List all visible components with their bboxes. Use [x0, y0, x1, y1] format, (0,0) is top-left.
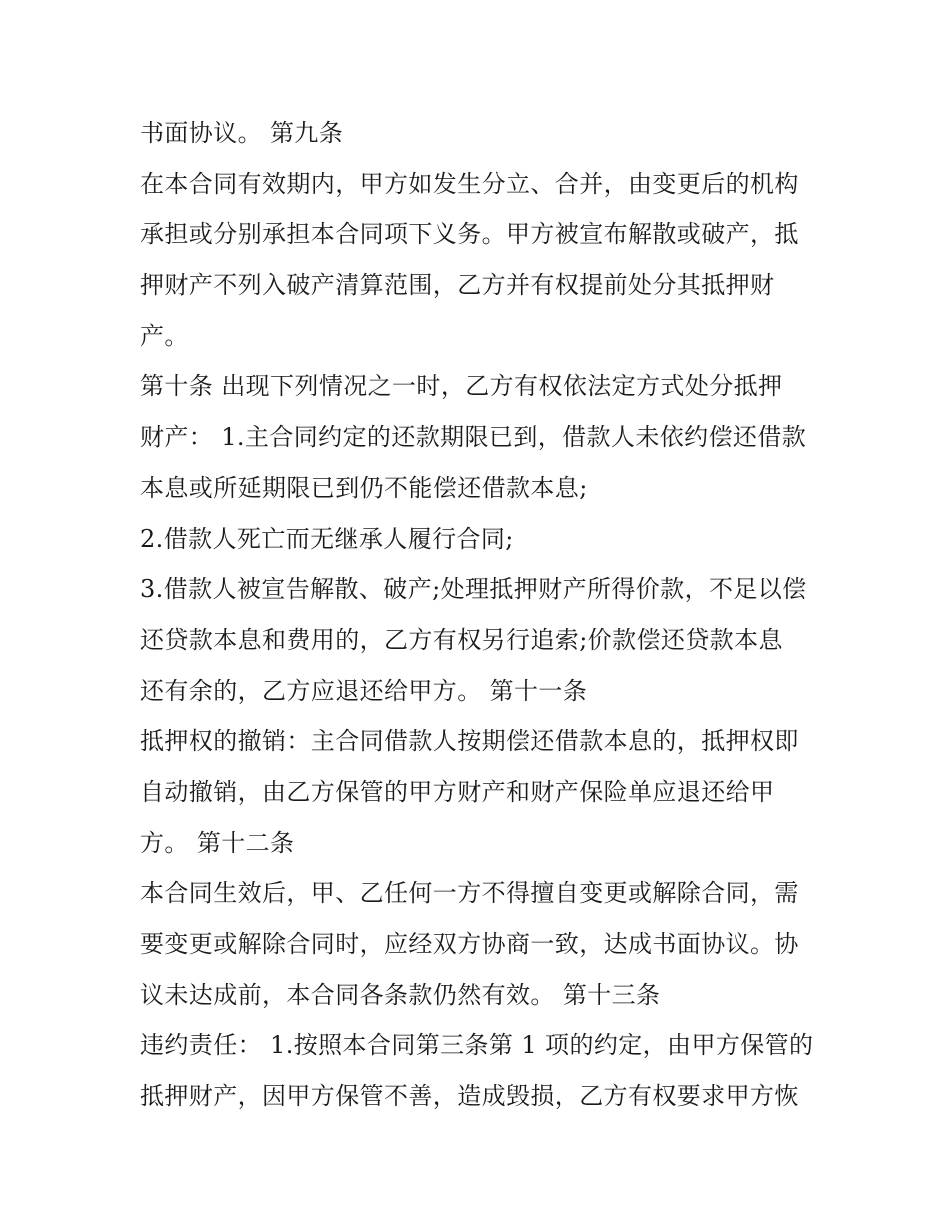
- text-line: 押财产不列入破产清算范围，乙方并有权提前处分其抵押财: [140, 271, 775, 300]
- text-line: 方。 第十二条: [140, 828, 295, 857]
- text-line: 财产： 1.主合同约定的还款期限已到，借款人未依约偿还借款: [140, 423, 807, 452]
- text-line: 书面协议。 第九条: [140, 119, 344, 147]
- contract-text-body: [140, 108, 820, 1122]
- text-line: 本息或所延期限已到仍不能偿还借款本息;: [140, 473, 588, 502]
- text-line: 在本合同有效期内，甲方如发生分立、合并，由变更后的机构: [140, 169, 799, 198]
- text-line: 承担或分别承担本合同项下义务。甲方被宣布解散或破产，抵: [140, 220, 799, 249]
- text-line: 第十条 出现下列情况之一时，乙方有权依法定方式处分抵押: [140, 372, 783, 401]
- text-line: 还贷款本息和费用的，乙方有权另行追索;价款偿还贷款本息: [140, 625, 783, 654]
- text-line: 自动撤销，由乙方保管的甲方财产和财产保险单应退还给甲: [140, 777, 775, 806]
- text-line: 2.借款人死亡而无继承人履行合同;: [140, 524, 514, 553]
- text-line: 违约责任： 1.按照本合同第三条第 1 项的约定，由甲方保管的: [140, 1031, 814, 1060]
- text-line: 议未达成前，本合同各条款仍然有效。 第十三条: [140, 980, 661, 1009]
- text-line: 3.借款人被宣告解散、破产;处理抵押财产所得价款，不足以偿: [140, 575, 807, 604]
- text-line: 要变更或解除合同时，应经双方协商一致，达成书面协议。协: [140, 930, 799, 958]
- text-line: 产。: [140, 321, 189, 350]
- text-line: 本合同生效后，甲、乙任何一方不得擅自变更或解除合同，需: [140, 879, 799, 908]
- text-line: 还有余的，乙方应退还给甲方。 第十一条: [140, 676, 588, 705]
- text-line: 抵押财产，因甲方保管不善，造成毁损，乙方有权要求甲方恢: [140, 1082, 799, 1111]
- text-line: 抵押权的撤销：主合同借款人按期偿还借款本息的，抵押权即: [140, 727, 799, 756]
